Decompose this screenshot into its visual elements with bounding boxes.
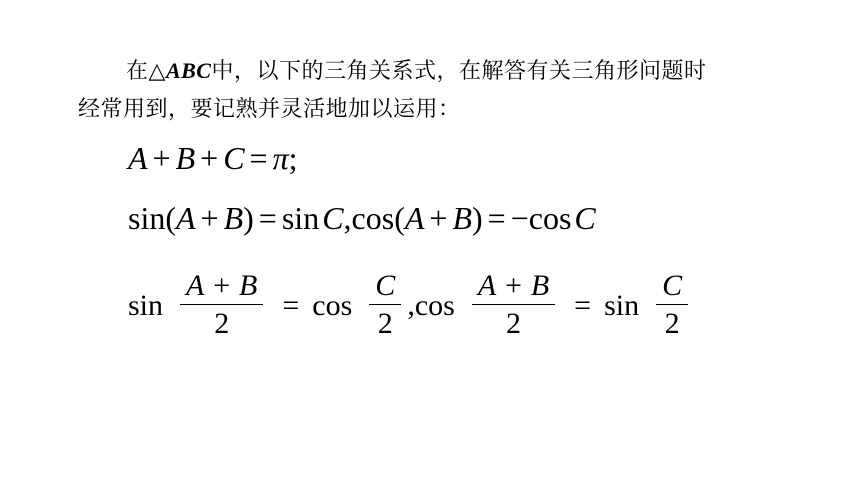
var-C: C [223,140,245,176]
intro-line1-rest: 中，以下的三角关系式，在解答有关三角形问题时 [211,59,707,84]
numerator: C [662,269,683,302]
comma: , [343,200,352,236]
minus-sign: − [510,200,529,236]
plus-sign: + [152,140,171,176]
var-C: C [322,200,344,236]
fraction-bar [472,304,555,305]
right-paren: ) [471,200,483,236]
func-cos: cos [414,288,455,322]
func-cos: cos [528,200,572,236]
var-A: A [404,200,425,236]
intro-text [78,52,798,129]
denominator: 2 [664,307,680,340]
formula-angle-sum [128,140,298,177]
fraction-a-plus-b-over-2 [472,270,555,341]
fraction-bar [369,304,401,305]
equals-sign: = [258,200,277,236]
denominator: 2 [505,307,521,340]
semicolon: ; [288,140,298,176]
func-sin: sin [128,288,164,322]
func-sin: sin [128,200,166,236]
intro-line-1 [78,52,798,91]
intro-prefix: 在 [126,59,149,84]
equals-sign: = [487,200,506,236]
numerator: A + B [477,269,550,302]
var-B: B [452,200,472,236]
plus-sign: + [429,200,448,236]
func-sin: sin [281,200,320,236]
var-A: A [128,140,148,176]
func-cos: cos [351,200,395,236]
triangle-symbol: △ [148,59,166,84]
comma: , [407,288,415,322]
equals-sign: = [249,140,268,176]
pi-symbol: π [272,140,289,176]
right-paren: ) [243,200,254,236]
plus-sign: + [200,200,219,236]
left-paren: ( [394,200,405,236]
fraction-c-over-2 [656,270,688,341]
equals-sign: = [282,288,300,322]
fraction-bar [656,304,688,305]
fraction-a-plus-b-over-2 [180,270,263,341]
formula-sin-cos-sum [128,200,596,237]
denominator: 2 [214,307,230,340]
intro-line-2: 经常用到，要记熟并灵活地加以运用： [78,97,461,122]
var-B: B [175,140,196,176]
fraction-c-over-2 [369,270,401,341]
fraction-bar [180,304,263,305]
triangle-name: ABC [165,58,212,83]
numerator: C [375,269,396,302]
numerator: A + B [186,269,258,302]
left-paren: ( [165,200,176,236]
plus-sign: + [200,140,219,176]
var-B: B [223,200,244,236]
formula-half-angle [128,270,694,341]
func-sin: sin [604,288,640,322]
denominator: 2 [377,307,393,340]
equals-sign: = [574,288,592,322]
var-A: A [176,200,196,236]
var-C: C [574,200,596,236]
func-cos: cos [312,288,353,322]
